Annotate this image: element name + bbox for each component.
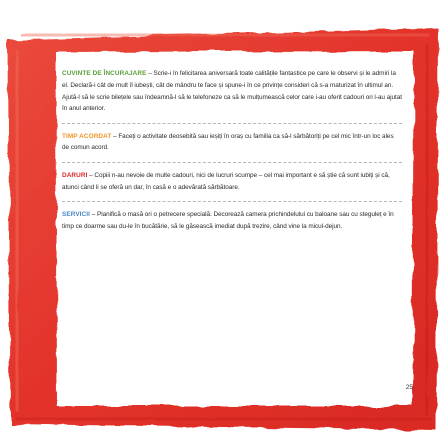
- entry-gifts: [62, 170, 402, 194]
- entry-heading: DARURI: [62, 171, 88, 179]
- entries-list: [62, 68, 402, 240]
- dashed-divider: [62, 201, 402, 202]
- entry-text: – Planifică o masă ori o petrecere specială. Decorează camera prichindelului cu baloane sau cu steguleț e în timp ce doarme sau du-le în bucătărie, să le găsească imediat după trezire, când vine la micul-dejun.: [62, 210, 394, 230]
- entry-heading: CUVINTE DE ÎNCURAJARE: [62, 70, 147, 77]
- entry-heading: TIMP ACORDAT: [62, 132, 112, 140]
- entry-text: – Scrie-i în felicitarea aniversară toate calitățile fantastice pe care le observi și le admiri la el. Declară-i cât de mult îl iubești, cât de mândru te face și spune-i în ce privințe consideri că s-a maturizat în ultimul an. Ajută-l să le scrie bilețele sau îndeamnă-l să le telefoneze ca să le mulțumească celor care i-au oferit cadouri ori l-au ajutat în anul anterior.: [62, 70, 402, 113]
- page-number: 25: [405, 384, 413, 391]
- entry-services: [62, 209, 402, 233]
- entry-text: – Faceți o activitate deosebită sau ieșiți în oraș cu familia ca să-l sărbătoriți pe cel mic într-un loc ales de comun acord.: [62, 132, 394, 152]
- entry-quality-time: [62, 131, 402, 155]
- entry-encouraging-words: [62, 68, 402, 115]
- entry-text: – Copiii n-au nevoie de multe cadouri, nici de lucruri scumpe – cel mai important e să știe că sunt iubiți și că, atunci când li se oferă un dar, în casă e o adevărată sărbătoare.: [62, 171, 390, 191]
- dashed-divider: [62, 123, 402, 124]
- dashed-divider: [62, 162, 402, 163]
- entry-heading: SERVICII: [62, 210, 91, 218]
